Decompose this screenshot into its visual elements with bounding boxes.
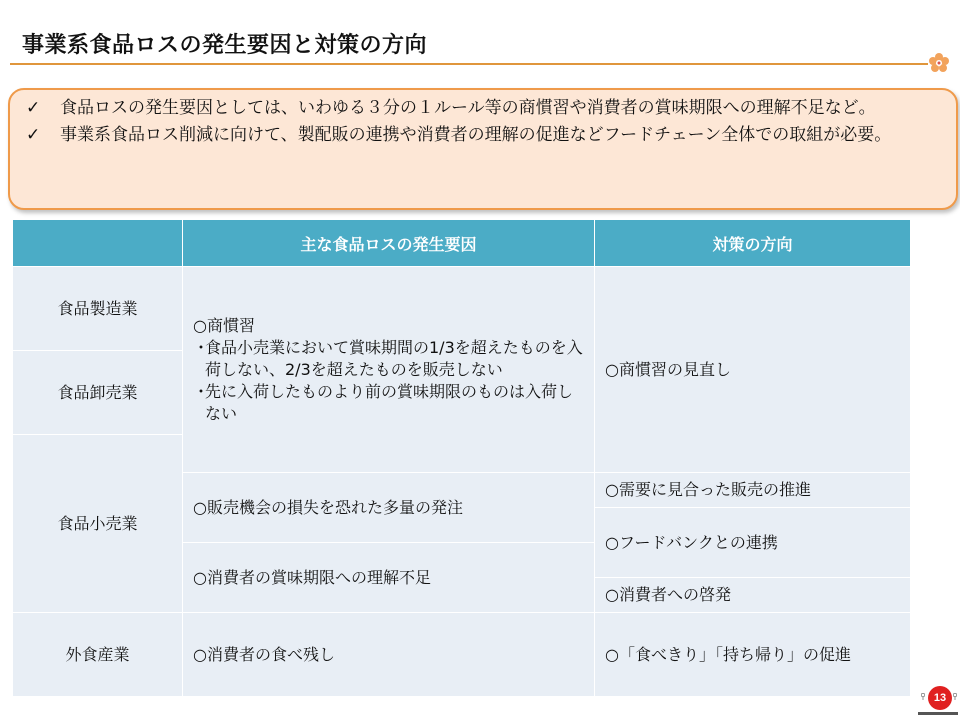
page-number-badge: 13 — [928, 686, 952, 710]
cause-cell: ○消費者の賞味期限への理解不足 — [183, 543, 595, 613]
table-row — [13, 267, 911, 351]
page-title: 事業系食品ロスの発生要因と対策の方向 — [22, 33, 428, 58]
industry-cell: 外食産業 — [13, 613, 183, 697]
flower-icon — [928, 52, 950, 74]
cause-cell — [183, 267, 595, 473]
loss-factor-table — [12, 219, 911, 697]
industry-cell: 食品小売業 — [13, 435, 183, 613]
summary-point — [26, 96, 936, 121]
check-icon: ✓ — [26, 98, 41, 118]
pin-icon — [953, 685, 957, 692]
pin-icon — [921, 685, 925, 692]
summary-point — [26, 123, 936, 148]
table-header-row — [13, 220, 911, 267]
summary-text: 食品ロスの発生要因としては、いわゆる３分の１ルール等の商慣習や消費者の賞味期限への理解不足など。 — [60, 98, 876, 118]
measure-cell: ○消費者への啓発 — [595, 578, 911, 613]
industry-cell: 食品卸売業 — [13, 351, 183, 435]
cause-title: ○商慣習 — [193, 315, 255, 335]
measure-cell: ○「食べきり」「持ち帰り」の促進 — [595, 613, 911, 697]
cause-cell: ○販売機会の損失を恐れた多量の発注 — [183, 473, 595, 543]
cause-detail: ・ 食品小売業において賞味期間の1/3を超えたものを入荷しない、2/3を超えたものを販売しない — [193, 337, 583, 379]
cause-detail: ・ 先に入荷したものより前の賞味期限のものは入荷しない — [193, 381, 574, 423]
summary-text: 事業系食品ロス削減に向けて、製配販の連携や消費者の理解の促進などフードチェーン全体での取組が必要。 — [60, 125, 892, 145]
footer-stripe — [918, 712, 958, 715]
header-cause: 主な食品ロスの発生要因 — [183, 220, 595, 267]
measure-cell: ○商慣習の見直し — [595, 267, 911, 473]
header-measure: 対策の方向 — [595, 220, 911, 267]
cause-cell: ○消費者の食べ残し — [183, 613, 595, 697]
table-row — [13, 613, 911, 697]
measure-cell: ○フードバンクとの連携 — [595, 508, 911, 578]
check-icon: ✓ — [26, 125, 41, 145]
measure-cell: ○需要に見合った販売の推進 — [595, 473, 911, 508]
industry-cell: 食品製造業 — [13, 267, 183, 351]
header-industry — [13, 220, 183, 267]
title-divider — [10, 63, 928, 65]
summary-box — [8, 88, 958, 210]
